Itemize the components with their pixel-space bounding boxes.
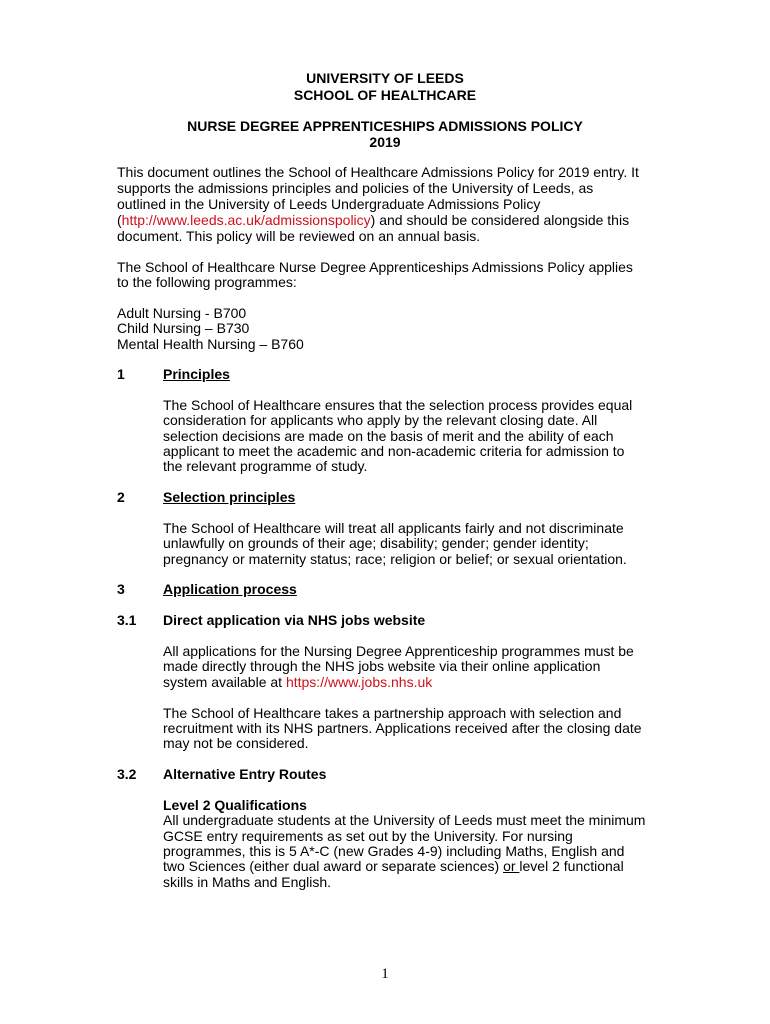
section3-2-line: All undergraduate students at the University of Leeds must meet the minimum (163, 812, 646, 828)
section1-line: The School of Healthcare ensures that the selection process provides equal (163, 397, 633, 413)
nhs-jobs-link[interactable]: https://www.jobs.nhs.uk (285, 674, 433, 690)
section-heading-direct-application: Direct application via NHS jobs website (163, 612, 426, 628)
scope-line: The School of Healthcare Nurse Degree Apprenticeships Admissions Policy applies (117, 259, 633, 275)
section2-line: unlawfully on grounds of their age; disability; gender; gender identity; (163, 535, 589, 551)
intro-line-rest: ) and should be considered alongside this (370, 212, 630, 228)
school-title: SCHOOL OF HEALTHCARE (293, 87, 477, 103)
section1-line: consideration for applicants who apply by the relevant closing date. All (163, 412, 598, 428)
section-number: 3 (117, 581, 125, 597)
section1-line: selection decisions are made on the basis of merit and the ability of each (163, 428, 614, 444)
programme-item: Mental Health Nursing – B760 (117, 336, 304, 352)
programme-item: Adult Nursing - B700 (117, 305, 247, 321)
section-number: 3.2 (117, 766, 137, 782)
section-number: 1 (117, 366, 125, 382)
section-heading-selection-principles: Selection principles (163, 489, 296, 505)
intro-paren-open: ( (117, 212, 122, 228)
section3-1-line: recruitment with its NHS partners. Applications received after the closing date (163, 720, 642, 736)
section3-2-line: skills in Maths and English. (163, 874, 332, 890)
policy-title: NURSE DEGREE APPRENTICESHIPS ADMISSIONS POLICY (187, 118, 583, 134)
section3-1-line: All applications for the Nursing Degree Apprenticeship programmes must be (163, 643, 634, 659)
university-title: UNIVERSITY OF LEEDS (306, 70, 464, 86)
intro-line: This document outlines the School of Healthcare Admissions Policy for 2019 entry. It (117, 164, 639, 180)
scope-line: to the following programmes: (117, 274, 297, 290)
section-heading-principles: Principles (163, 366, 230, 382)
admissions-policy-link[interactable]: http://www.leeds.ac.uk/admissionspolicy (121, 212, 371, 228)
intro-line: outlined in the University of Leeds Undergraduate Admissions Policy (117, 196, 541, 212)
subheading-level2: Level 2 Qualifications (163, 797, 307, 813)
section3-2-line: GCSE entry requirements as set out by the University. For nursing (163, 828, 573, 844)
underlined-or: or (503, 858, 520, 874)
section3-1-line: The School of Healthcare takes a partnership approach with selection and (163, 705, 622, 721)
intro-line: supports the admissions principles and policies of the University of Leeds, as (117, 180, 594, 196)
section3-2-line-rest: level 2 functional (519, 858, 624, 874)
policy-year: 2019 (369, 134, 401, 150)
section3-1-line (163, 674, 432, 690)
section1-line: applicant to meet the academic and non-academic criteria for admission to (163, 443, 625, 459)
section3-2-line (163, 858, 624, 874)
section-heading-application-process: Application process (163, 581, 297, 597)
section1-line: the relevant programme of study. (163, 458, 368, 474)
section2-line: The School of Healthcare will treat all applicants fairly and not discriminate (163, 520, 624, 536)
page-number: 1 (381, 966, 389, 982)
programme-item: Child Nursing – B730 (117, 320, 250, 336)
section3-2-line: programmes, this is 5 A*-C (new Grades 4-9) including Maths, English and (163, 843, 625, 859)
section-number: 2 (117, 489, 125, 505)
section3-1-line: made directly through the NHS jobs website via their online application (163, 658, 601, 674)
intro-line (117, 212, 629, 228)
section3-2-line-prefix: two Sciences (either dual award or separate sciences) (163, 858, 504, 874)
section-number: 3.1 (117, 612, 137, 628)
intro-line: document. This policy will be reviewed on an annual basis. (117, 228, 481, 244)
section-heading-alternative-entry: Alternative Entry Routes (163, 766, 327, 782)
section3-1-line-prefix: system available at (163, 674, 286, 690)
section2-line: pregnancy or maternity status; race; religion or belief; or sexual orientation. (163, 551, 627, 567)
section3-1-line: may not be considered. (163, 735, 309, 751)
